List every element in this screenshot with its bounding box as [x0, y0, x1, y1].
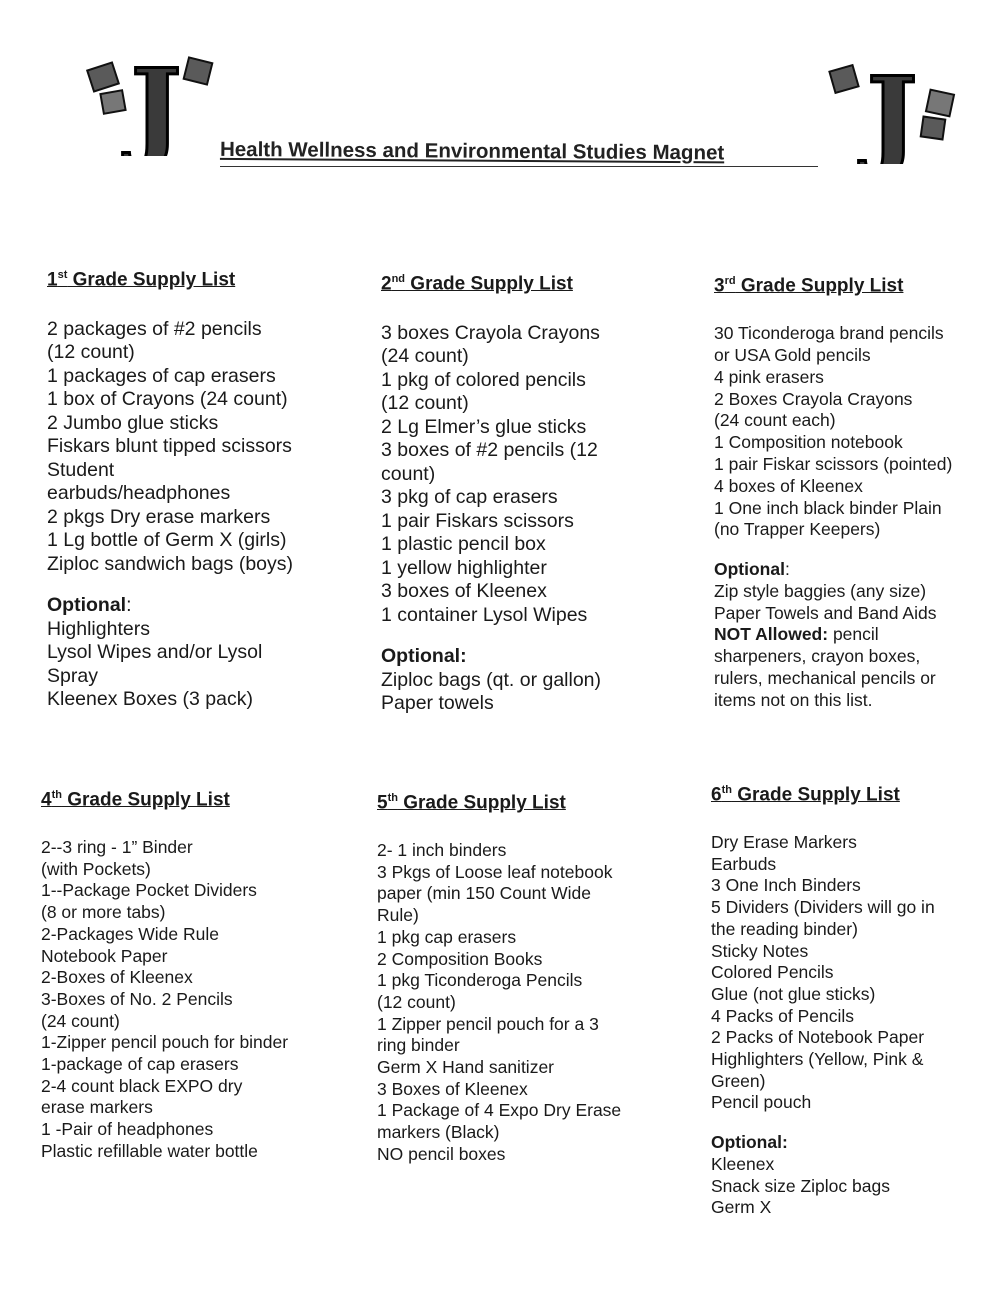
list-item: (24 count)	[381, 345, 469, 368]
list-item: 1 pkg Ticonderoga Pencils	[377, 970, 583, 991]
page-title: Health Wellness and Environmental Studies Magnet	[219, 137, 725, 165]
list-item: 5 Dividers (Dividers will go in	[711, 897, 935, 918]
list-item: Glue (not glue sticks)	[711, 983, 876, 1004]
list-item: 1--Package Pocket Dividers	[41, 880, 257, 901]
list-item: Rule)	[377, 905, 419, 926]
list-item: 4 pink erasers	[714, 366, 824, 387]
school-logo-right	[826, 56, 962, 169]
list-item: 1 packages of cap erasers	[47, 364, 276, 387]
list-item: 2-Packages Wide Rule	[41, 923, 219, 944]
grade-1-heading: 1st Grade Supply List	[47, 269, 236, 291]
list-item: Germ X Hand sanitizer	[377, 1057, 555, 1078]
list-item: paper (min 150 Count Wide	[377, 883, 591, 904]
list-item: Sticky Notes	[711, 940, 809, 961]
grade-6-optional-items	[711, 1154, 935, 1219]
list-item: Green)	[711, 1070, 766, 1091]
list-item: 2- 1 inch binders	[377, 840, 507, 861]
list-item: or USA Gold pencils	[714, 344, 871, 365]
list-item: 3 boxes Crayola Crayons	[381, 321, 600, 344]
list-item: the reading binder)	[711, 918, 858, 939]
list-item: Dry Erase Markers	[711, 832, 857, 853]
not-allowed-line: NOT Allowed: pencil	[714, 624, 879, 645]
list-item: Paper Towels and Band Aids	[714, 602, 937, 623]
grade-4-items	[41, 837, 288, 1163]
list-item: 2 Jumbo glue sticks	[47, 411, 219, 434]
logo-letter: J	[866, 56, 918, 164]
list-item: (with Pockets)	[41, 858, 151, 879]
list-item: earbuds/headphones	[47, 482, 231, 505]
optional-heading: Optional:	[47, 594, 132, 617]
list-item: Snack size Ziploc bags	[711, 1175, 890, 1196]
list-item: 30 Ticonderoga brand pencils	[714, 323, 944, 344]
list-item: 1 One inch black binder Plain	[714, 497, 942, 518]
list-item: items not on this list.	[714, 689, 873, 710]
list-item: 3 boxes of Kleenex	[381, 580, 547, 603]
grade-5-section	[377, 788, 621, 1166]
list-item: count)	[381, 462, 436, 485]
grade-6-heading: 6th Grade Supply List	[711, 784, 900, 806]
grade-4-heading: 4th Grade Supply List	[41, 789, 230, 811]
grade-2-optional-items	[381, 669, 601, 716]
grade-5-heading: 5th Grade Supply List	[377, 792, 566, 814]
list-item: Highlighters (Yellow, Pink &	[711, 1049, 924, 1070]
grade-3-optional-items	[714, 581, 952, 712]
list-item: 1 box of Crayons (24 count)	[47, 388, 288, 411]
list-item: erase markers	[41, 1097, 153, 1118]
list-item: 2 Packs of Notebook Paper	[711, 1027, 925, 1048]
list-item: Kleenex Boxes (3 pack)	[47, 688, 253, 711]
list-item: 3 One Inch Binders	[711, 875, 861, 896]
list-item: markers (Black)	[377, 1122, 500, 1143]
list-item: rulers, mechanical pencils or	[714, 668, 936, 689]
list-item: Plastic refillable water bottle	[41, 1140, 258, 1161]
list-item: Earbuds	[711, 853, 777, 874]
list-item: 2 Lg Elmer’s glue sticks	[381, 415, 587, 438]
list-item: 1 Composition notebook	[714, 432, 903, 453]
optional-heading: Optional:	[714, 559, 790, 580]
list-item: 3-Boxes of No. 2 Pencils	[41, 988, 233, 1009]
grade-6-items	[711, 832, 935, 1114]
list-item: Ziploc sandwich bags (boys)	[47, 552, 294, 575]
list-item: 1 pair Fiskar scissors (pointed)	[714, 453, 953, 474]
list-item: 3 Boxes of Kleenex	[377, 1078, 528, 1099]
list-item: 1-package of cap erasers	[41, 1054, 239, 1075]
list-item: 1-Zipper pencil pouch for binder	[41, 1032, 289, 1053]
list-item: 2--3 ring - 1” Binder	[41, 837, 193, 858]
list-item: 2 pkgs Dry erase markers	[47, 505, 271, 528]
list-item: 1 plastic pencil box	[381, 533, 546, 556]
list-item: 2 Boxes Crayola Crayons	[714, 388, 913, 409]
grade-5-items	[377, 840, 621, 1166]
list-item: 1 yellow highlighter	[381, 556, 547, 579]
school-logo-left	[86, 48, 222, 161]
list-item: Ziploc bags (qt. or gallon)	[381, 668, 602, 691]
list-item: (8 or more tabs)	[41, 902, 166, 923]
list-item: Spray	[47, 664, 98, 687]
list-item: 1 Zipper pencil pouch for a 3	[377, 1013, 599, 1034]
logo-letter: J	[130, 48, 182, 156]
list-item: Pencil pouch	[711, 1092, 812, 1113]
list-item: (24 count)	[41, 1010, 120, 1031]
list-item: 2-Boxes of Kleenex	[41, 967, 193, 988]
list-item: 3 Pkgs of Loose leaf notebook	[377, 861, 613, 882]
list-item: 3 boxes of #2 pencils (12	[381, 439, 598, 462]
list-item: ring binder	[377, 1035, 460, 1056]
list-item: 1 -Pair of headphones	[41, 1119, 214, 1140]
list-item: 1 container Lysol Wipes	[381, 603, 588, 626]
list-item: 1 pkg cap erasers	[377, 926, 517, 947]
list-item: 4 Packs of Pencils	[711, 1005, 854, 1026]
list-item: Fiskars blunt tipped scissors	[47, 435, 292, 458]
list-item: Highlighters	[47, 617, 150, 640]
list-item: Notebook Paper	[41, 945, 168, 966]
optional-heading: Optional:	[711, 1132, 788, 1153]
grade-2-heading: 2nd Grade Supply List	[381, 273, 573, 295]
list-item: 1 Package of 4 Expo Dry Erase	[377, 1100, 622, 1121]
list-item: 3 pkg of cap erasers	[381, 486, 558, 509]
grade-4-section	[41, 785, 288, 1163]
grade-3-section	[714, 271, 952, 712]
grade-1-items	[47, 318, 293, 577]
grade-2-items	[381, 322, 601, 628]
list-item: Lysol Wipes and/or Lysol	[47, 641, 263, 664]
list-item: Paper towels	[381, 692, 494, 715]
list-item: (12 count)	[47, 341, 135, 364]
list-item: (12 count)	[377, 991, 456, 1012]
grade-3-items	[714, 323, 952, 541]
list-item: sharpeners, crayon boxes,	[714, 646, 921, 667]
list-item: 1 Lg bottle of Germ X (girls)	[47, 529, 287, 552]
list-item: Kleenex	[711, 1153, 775, 1174]
list-item: 2 Composition Books	[377, 948, 543, 969]
list-item: 2 packages of #2 pencils	[47, 317, 262, 340]
list-item: Student	[47, 458, 115, 481]
list-item: Germ X	[711, 1197, 772, 1218]
title-underline	[220, 166, 818, 167]
grade-2-section	[381, 268, 601, 716]
list-item: Zip style baggies (any size)	[714, 580, 927, 601]
grade-6-section	[711, 780, 935, 1219]
grade-3-heading: 3rd Grade Supply List	[714, 275, 904, 297]
list-item: (no Trapper Keepers)	[714, 519, 881, 540]
list-item: 2-4 count black EXPO dry	[41, 1075, 243, 1096]
list-item: 1 pkg of colored pencils	[381, 368, 586, 391]
optional-heading: Optional:	[381, 645, 467, 668]
grade-1-section	[47, 264, 293, 712]
list-item: Colored Pencils	[711, 962, 834, 983]
list-item: NO pencil boxes	[377, 1143, 506, 1164]
list-item: 1 pair Fiskars scissors	[381, 509, 574, 532]
grade-1-optional-items	[47, 618, 293, 712]
list-item: (24 count each)	[714, 410, 836, 431]
list-item: (12 count)	[381, 392, 469, 415]
list-item: 4 boxes of Kleenex	[714, 475, 863, 496]
